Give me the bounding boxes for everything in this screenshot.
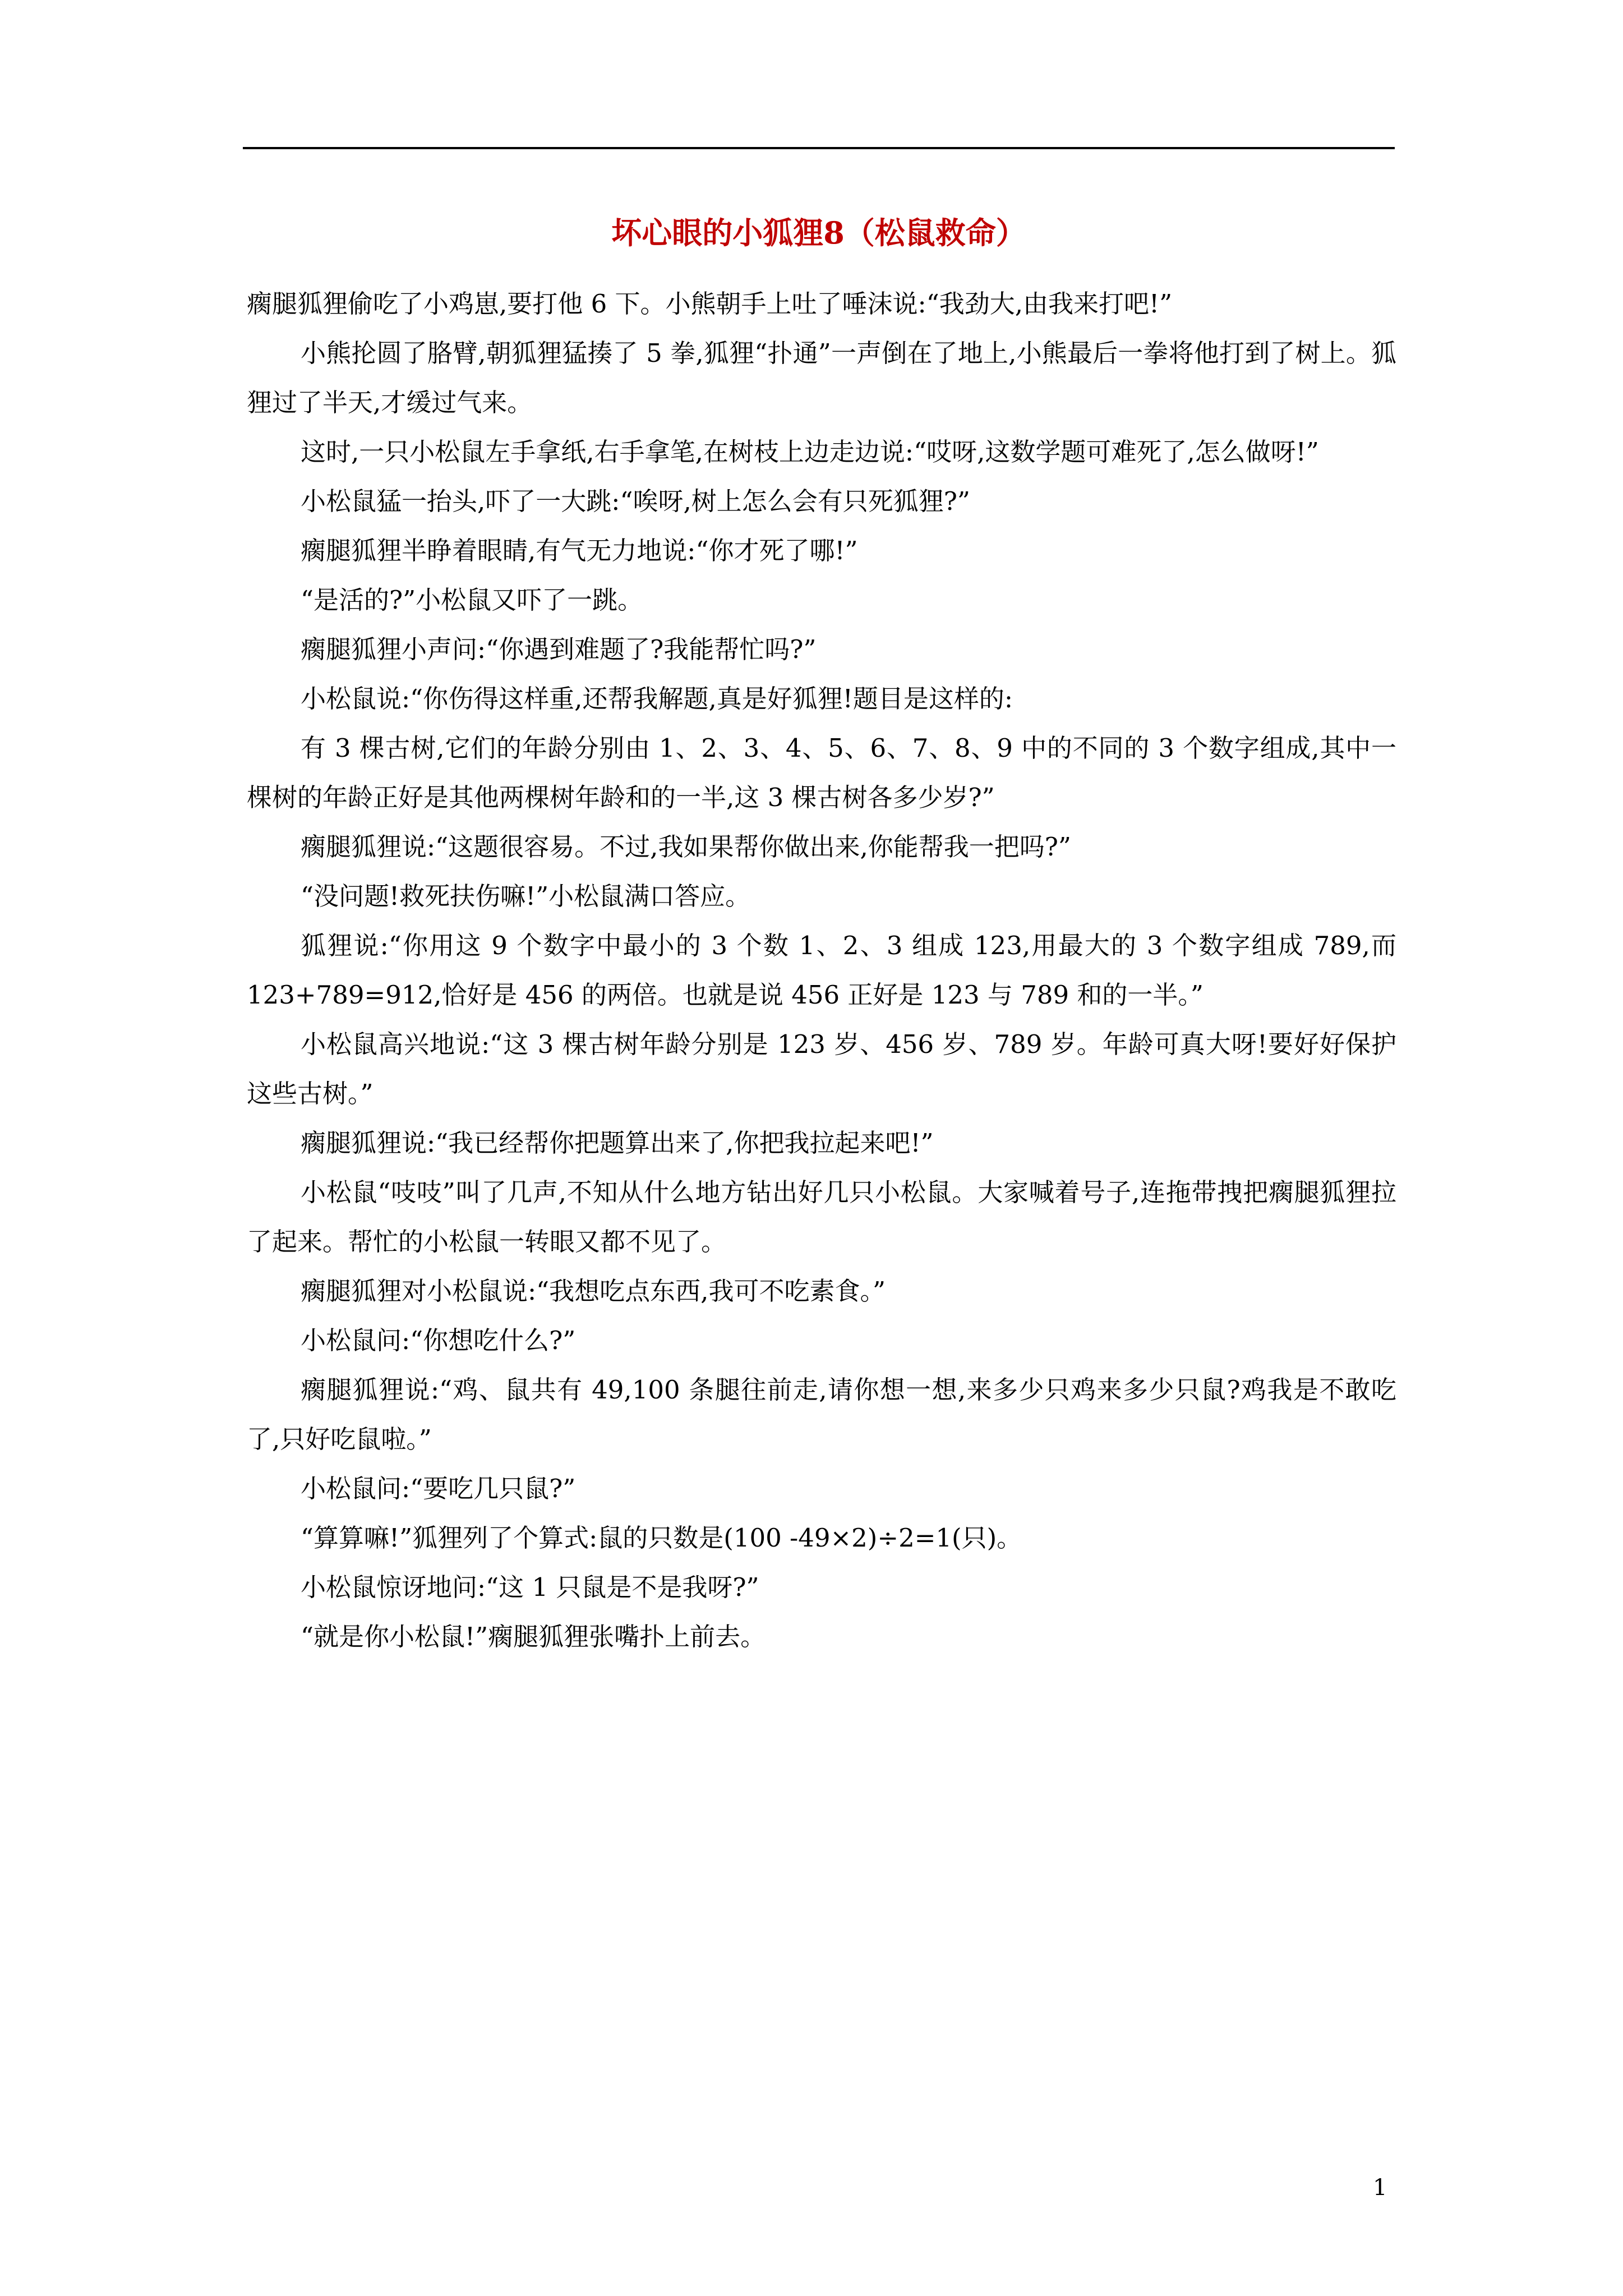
paragraph: “就是你小松鼠!”瘸腿狐狸张嘴扑上前去。 — [301, 1622, 766, 1651]
paragraph: 有 3 棵古树,它们的年龄分别由 1、2、3、4、5、6、7、8、9 中的不同的 3 个数字组成,其中一棵树的年龄正好是其他两棵树年龄和的一半,这 3 棵古树各多少岁?” — [247, 733, 1396, 812]
paragraph: 小松鼠猛一抬头,吓了一大跳:“唉呀,树上怎么会有只死狐狸?” — [301, 486, 970, 516]
paragraph: “没问题!救死扶伤嘛!”小松鼠满口答应。 — [301, 881, 751, 911]
paragraph: 小熊抡圆了胳臂,朝狐狸猛揍了 5 拳,狐狸“扑通”一声倒在了地上,小熊最后一拳将他打到了树上。狐狸过了半天,才缓过气来。 — [247, 338, 1396, 417]
paragraph: 瘸腿狐狸说:“我已经帮你把题算出来了,你把我拉起来吧!” — [301, 1128, 934, 1158]
paragraph: 瘸腿狐狸对小松鼠说:“我想吃点东西,我可不吃素食。” — [301, 1276, 886, 1306]
paragraph: 小松鼠高兴地说:“这 3 棵古树年龄分别是 123 岁、456 岁、789 岁。年龄可真大呀!要好好保护这些古树。” — [247, 1029, 1396, 1108]
page-number: 1 — [1373, 2175, 1387, 2201]
paragraph: 狐狸说:“你用这 9 个数字中最小的 3 个数 1、2、3 组成 123,用最大的 3 个数字组成 789,而 123+789=912,恰好是 456 的两倍。也就是说 456 正好是 123 与 789 和的一半。” — [247, 931, 1396, 1010]
paragraph: “是活的?”小松鼠又吓了一跳。 — [301, 585, 643, 615]
paragraph: 瘸腿狐狸小声问:“你遇到难题了?我能帮忙吗?” — [301, 634, 817, 664]
paragraph: 这时,一只小松鼠左手拿纸,右手拿笔,在树枝上边走边说:“哎呀,这数学题可难死了,怎么做呀!” — [301, 437, 1319, 467]
paragraph: 小松鼠“吱吱”叫了几声,不知从什么地方钻出好几只小松鼠。大家喊着号子,连拖带拽把瘸腿狐狸拉了起来。帮忙的小松鼠一转眼又都不见了。 — [247, 1177, 1396, 1257]
paragraph: “算算嘛!”狐狸列了个算式:鼠的只数是(100 -49×2)÷2=1(只)。 — [301, 1523, 1022, 1553]
header-rule — [243, 147, 1395, 149]
paragraph: 瘸腿狐狸说:“这题很容易。不过,我如果帮你做出来,你能帮我一把吗?” — [301, 832, 1071, 862]
paragraph: 小松鼠问:“你想吃什么?” — [301, 1326, 576, 1355]
paragraph: 瘸腿狐狸说:“鸡、鼠共有 49,100 条腿往前走,请你想一想,来多少只鸡来多少只鼠?鸡我是不敢吃了,只好吃鼠啦。” — [247, 1375, 1396, 1454]
paragraph: 瘸腿狐狸偷吃了小鸡崽,要打他 6 下。小熊朝手上吐了唾沫说:“我劲大,由我来打吧!” — [247, 289, 1173, 319]
paragraph: 瘸腿狐狸半睁着眼睛,有气无力地说:“你才死了哪!” — [301, 536, 858, 565]
paragraph: 小松鼠说:“你伤得这样重,还帮我解题,真是好狐狸!题目是这样的: — [301, 684, 1013, 714]
paragraph: 小松鼠惊讶地问:“这 1 只鼠是不是我呀?” — [301, 1572, 759, 1602]
paragraph: 小松鼠问:“要吃几只鼠?” — [301, 1474, 576, 1503]
document-body — [247, 279, 1396, 1662]
page-title: 坏心眼的小狐狸8（松鼠救命） — [611, 215, 1026, 251]
